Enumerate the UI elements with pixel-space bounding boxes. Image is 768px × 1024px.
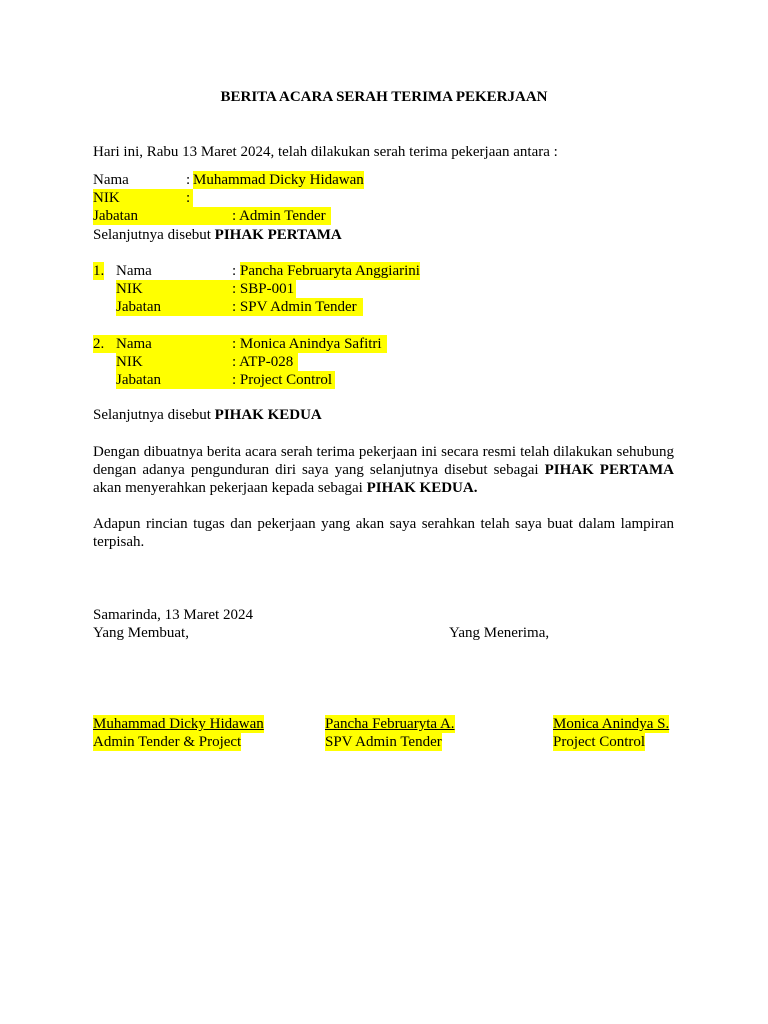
pihak-kedua-2-nik-label: NIK (116, 354, 143, 370)
pihak-kedua-1-nama-colon: : (232, 263, 237, 279)
pihak-pertama-jabatan-label: Jabatan (93, 208, 138, 224)
pihak-pertama-nik-label: NIK (93, 190, 120, 206)
pihak-pertama-jabatan-row (93, 207, 331, 225)
pihak-kedua-1-nik-value: : SBP-001 (232, 281, 295, 297)
pihak-pertama-nama-label: Nama (93, 172, 129, 188)
pihak-kedua-1-jabatan-label: Jabatan (116, 299, 161, 315)
pihak-pertama-nama-value: Muhammad Dicky Hidawan (193, 172, 364, 188)
pihak-kedua-2-jabatan-label: Jabatan (116, 372, 161, 388)
pihak-kedua-1-nama-value: Pancha Februaryta Anggiarini (240, 263, 420, 279)
pihak-pertama-nama-colon: : (186, 172, 191, 188)
paragraph-serah-terima (93, 443, 674, 497)
paragraph-lampiran: Adapun rincian tugas dan pekerjaan yang akan saya serahkan telah saya buat dalam lampiran terpisah. (93, 516, 674, 550)
place-date: Samarinda, 13 Maret 2024 (93, 607, 253, 623)
pihak-kedua-2-nik-row (116, 353, 298, 371)
pihak-pertama-jabatan-value: : Admin Tender (232, 208, 326, 224)
pihak-kedua-sebut-bold: PIHAK KEDUA (214, 407, 322, 423)
pihak-pertama-nik-row (93, 189, 193, 207)
signature-role-2: SPV Admin Tender (325, 734, 442, 750)
yang-menerima-label: Yang Menerima, (449, 625, 550, 641)
document-title: BERITA ACARA SERAH TERIMA PEKERJAAN (220, 89, 548, 105)
pihak-pertama-nik-colon: : (186, 190, 191, 206)
pihak-kedua-sebut (93, 406, 322, 424)
paragraph1-bold2: PIHAK KEDUA. (366, 480, 478, 496)
pihak-pertama-sebut-bold: PIHAK PERTAMA (214, 227, 342, 243)
pihak-pertama-sebut (93, 226, 342, 244)
pihak-kedua-1-jabatan-value: : SPV Admin Tender (232, 299, 357, 315)
pihak-kedua-2-nama-row (93, 335, 387, 353)
pihak-kedua-sebut-prefix: Selanjutnya disebut (93, 407, 211, 423)
pihak-kedua-1-nik-row (116, 280, 296, 298)
pihak-kedua-2-jabatan-value: : Project Control (232, 372, 332, 388)
pihak-kedua-1-jabatan-row (116, 298, 363, 316)
intro-text: Hari ini, Rabu 13 Maret 2024, telah dilakukan serah terima pekerjaan antara : (93, 144, 558, 160)
signature-name-1: Muhammad Dicky Hidawan (93, 716, 264, 732)
signature-name-3: Monica Anindya S. (553, 716, 670, 732)
signature-name-2: Pancha Februaryta A. (325, 716, 455, 732)
pihak-kedua-1-nama-label: Nama (116, 263, 152, 279)
pihak-kedua-1-nik-label: NIK (116, 281, 143, 297)
pihak-kedua-2-nama-label: Nama (116, 336, 152, 352)
pihak-kedua-2-nama-value: : Monica Anindya Safitri (232, 336, 382, 352)
signature-role-1: Admin Tender & Project (93, 734, 242, 750)
pihak-pertama-sebut-prefix: Selanjutnya disebut (93, 227, 211, 243)
paragraph1-part2: akan menyerahkan pekerjaan kepada sebagai (93, 480, 363, 496)
pihak-kedua-2-number: 2. (93, 336, 105, 352)
pihak-kedua-2-jabatan-row (116, 371, 335, 389)
paragraph1-bold1: PIHAK PERTAMA (544, 462, 674, 478)
paragraph1-part1: Dengan dibuatnya berita acara serah terima pekerjaan ini secara resmi telah dilakukan sehubung dengan adanya pengunduran diri saya yang selanjutnya disebut sebagai (93, 444, 674, 478)
pihak-kedua-2-nik-value: : ATP-028 (232, 354, 294, 370)
yang-membuat-label: Yang Membuat, (93, 625, 189, 641)
signature-role-3: Project Control (553, 734, 646, 750)
pihak-kedua-1-number: 1. (93, 263, 105, 279)
